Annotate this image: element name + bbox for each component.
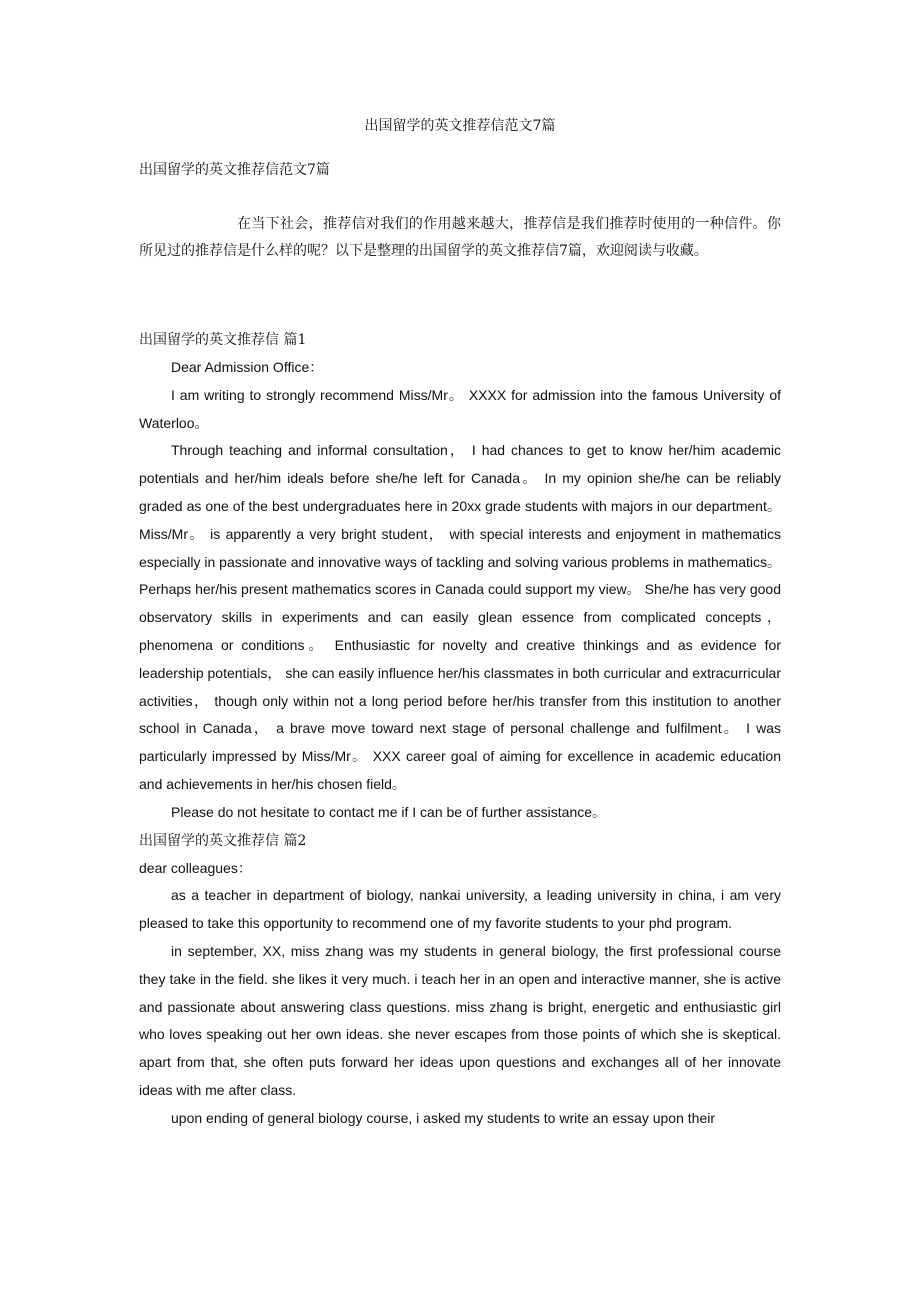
document-subtitle: 出国留学的英文推荐信范文7篇 [139, 162, 330, 178]
intro-paragraph: 在当下社会，推荐信对我们的作用越来越大，推荐信是我们推荐时使用的一种信件。你所见过的推荐信是什么样的呢？以下是整理的出国留学的英文推荐信7篇，欢迎阅读与收藏。 [139, 216, 781, 259]
letter-salutation: dear colleagues： [139, 859, 252, 876]
letter-paragraph: upon ending of general biology course, i asked my students to write an essay upon their [171, 1109, 715, 1126]
letter-2 [139, 827, 781, 1133]
letter-heading: 出国留学的英文推荐信 篇1 [139, 332, 307, 348]
letter-paragraph: Please do not hesitate to contact me if I can be of further assistance。 [171, 803, 607, 820]
letter-paragraph: as a teacher in department of biology, nankai university, a leading university in china, i am very pleased to take this opportunity to recommend one of my favorite students to your phd program. [139, 887, 781, 932]
document-body [139, 326, 781, 1133]
letter-heading: 出国留学的英文推荐信 篇2 [139, 832, 307, 849]
letter-paragraph: Through teaching and informal consultation， I had chances to get to know her/him academic potentials and her/him ideals before she/he left for Canada。 In my opinion she/he can be reliably graded as one of the best undergraduates here in 20xx grade students with majors in our department。 Miss/Mr。 is apparently a very bright student， with special interests and enjoyment in mathematics especially in passionate and innovative ways of tackling and solving various problems in mathematics。 Perhaps her/his present mathematics scores in Canada could support my view。 She/he has very good observatory skills in experiments and can easily glean essence from complicated concepts， phenomena or conditions。 Enthusiastic for novelty and creative thinkings and as evidence for leadership potentials， she can easily influence her/his classmates in both curricular and extracurricular activities， though only within not a long period before her/his transfer from this institution to another school in Canada， a brave move toward next stage of personal challenge and fulfilment。 I was particularly impressed by Miss/Mr。 XXX career goal of aiming for excellence in academic education and achievements in her/his chosen field。 [139, 442, 781, 792]
letter-paragraph: I am writing to strongly recommend Miss/Mr。 XXXX for admission into the famous University of Waterloo。 [139, 386, 781, 431]
page-title: 出国留学的英文推荐信范文7篇 [364, 118, 556, 134]
letter-1 [139, 326, 781, 827]
letter-salutation: Dear Admission Office： [171, 359, 324, 375]
letter-paragraph: in september, XX, miss zhang was my students in general biology, the first professional course they take in the field. she likes it very much. i teach her in an open and interactive manner, she is active and passionate about answering class questions. miss zhang is bright, energetic and enthusiastic girl who loves speaking out her own ideas. she never escapes from those points of which she is skeptical. apart from that, she often puts forward her ideas upon questions and exchanges all of her innovate ideas with me after class. [139, 942, 781, 1098]
